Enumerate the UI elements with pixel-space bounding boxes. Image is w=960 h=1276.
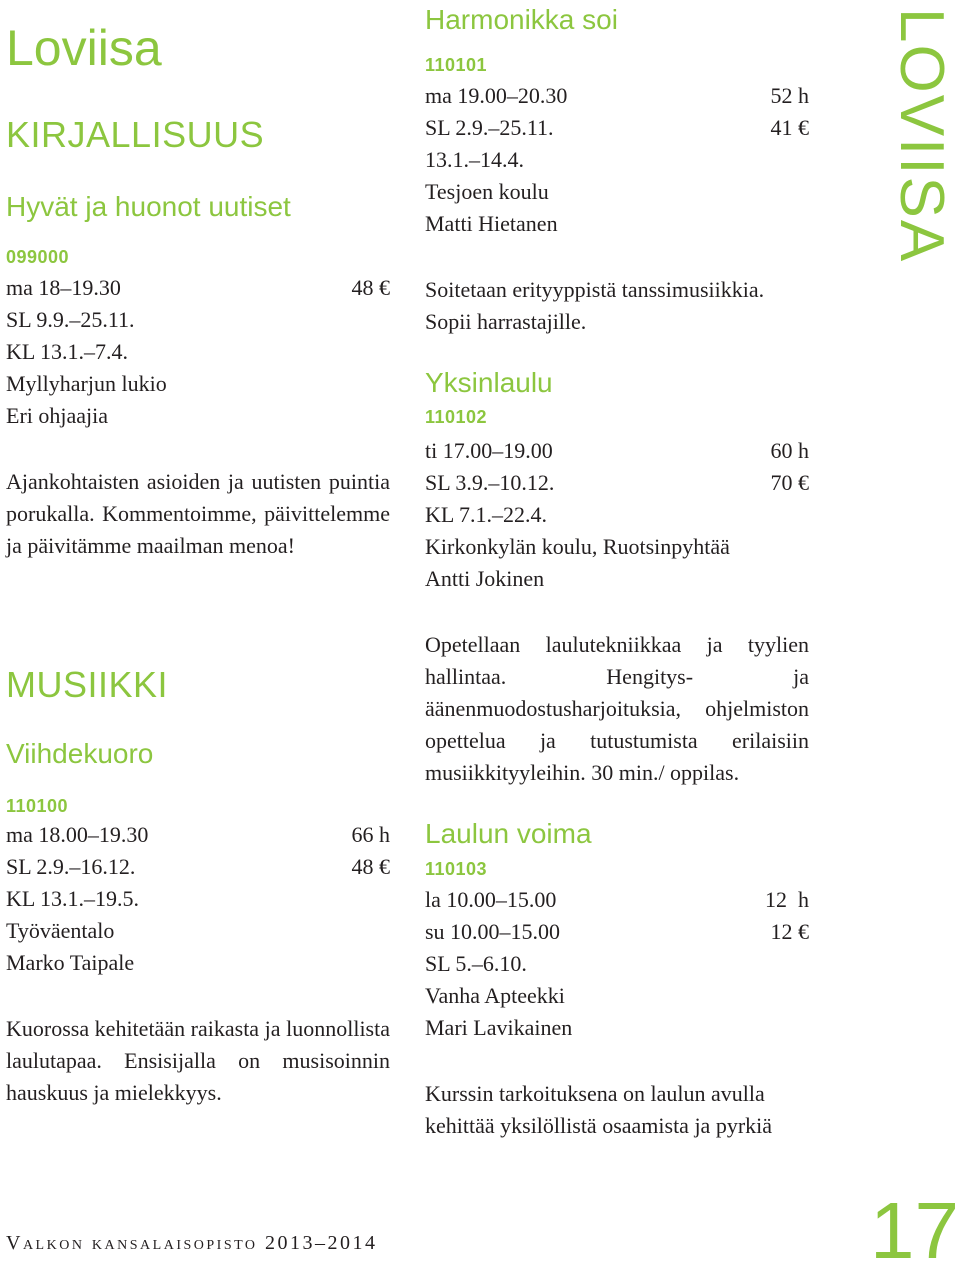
course-price: 70 €	[770, 470, 809, 495]
course-place: Työväentalo	[6, 918, 115, 943]
course-title: Yksinlaulu	[425, 367, 553, 398]
course-autumn: SL 2.9.–25.11.	[425, 115, 554, 140]
course-autumn: SL 3.9.–10.12.	[425, 470, 555, 495]
course-autumn: SL 9.9.–25.11.	[6, 307, 135, 332]
page-title: Loviisa	[6, 20, 162, 76]
section-heading-music: MUSIIKKI	[6, 664, 169, 705]
side-title-text: LOVIISA	[887, 8, 956, 264]
course-autumn: SL 5.–6.10.	[425, 951, 527, 976]
course-time-row-2	[425, 916, 809, 948]
course-spring: KL 13.1.–7.4.	[6, 339, 129, 364]
course-teacher: Mari Lavikainen	[425, 1015, 573, 1040]
course-teacher: Matti Hietanen	[425, 211, 558, 236]
course-title: Harmonikka soi	[425, 4, 618, 35]
course-details	[425, 884, 809, 1044]
course-details	[425, 435, 809, 595]
course-code: 110103	[425, 859, 488, 879]
page-number: 17	[870, 1186, 959, 1275]
course-time: ma 18–19.30	[6, 275, 121, 300]
course-time-row	[425, 884, 809, 916]
course-price: 12 €	[770, 919, 809, 944]
course-spring: 13.1.–14.4.	[425, 147, 524, 172]
course-price: 48 €	[351, 854, 390, 879]
course-code: 099000	[6, 247, 70, 267]
course-autumn-row	[425, 467, 809, 499]
course-autumn-row	[6, 851, 390, 883]
course-time-2: su 10.00–15.00	[425, 919, 561, 944]
course-place: Kirkonkylän koulu, Ruotsinpyhtää	[425, 534, 730, 559]
course-price: 41 €	[770, 115, 809, 140]
course-time: la 10.00–15.00	[425, 887, 557, 912]
section-heading-literature: KIRJALLISUUS	[6, 114, 265, 155]
course-description: Opetellaan laulutekniikkaa ja tyylien hallintaa. Hengitys- ja äänenmuodostusharjoituksia, ohjelmiston opettelua ja tutustumista erilaisiin musiikkityyleihin. 30 min./ oppilas.	[425, 632, 809, 785]
course-time: ma 18.00–19.30	[6, 822, 149, 847]
course-details	[425, 80, 809, 240]
course-time-row	[6, 272, 390, 304]
course-code: 110100	[6, 796, 69, 816]
course-autumn-row	[425, 112, 809, 144]
course-hours: 66 h	[351, 822, 390, 847]
side-title	[887, 8, 958, 264]
course-details	[6, 272, 390, 432]
course-hours: 52 h	[770, 83, 809, 108]
course-spring: KL 13.1.–19.5.	[6, 886, 140, 911]
course-description: Soitetaan erityyppistä tanssimusiikkia. Sopii harrastajille.	[425, 277, 765, 334]
course-title: Hyvät ja huonot uutiset	[6, 191, 291, 222]
course-title: Viihdekuoro	[6, 738, 154, 769]
course-code: 110102	[425, 407, 488, 427]
course-description: Kuorossa kehitetään raikasta ja luonnollista laulutapaa. Ensisijalla on musisoinnin hauskuus ja mielekkyys.	[6, 1016, 390, 1105]
course-teacher: Antti Jokinen	[425, 566, 545, 591]
course-code: 110101	[425, 55, 488, 75]
course-hours: 60 h	[770, 438, 809, 463]
course-time-row	[6, 819, 390, 851]
course-hours: 12 h	[765, 887, 809, 912]
footer-text: Valkon kansalaisopisto 2013–2014	[6, 1232, 378, 1254]
course-teacher: Marko Taipale	[6, 950, 135, 975]
course-time-row	[425, 435, 809, 467]
course-description: Kurssin tarkoituksena on laulun avulla kehittää yksilöllistä osaamista ja pyrkiä	[425, 1081, 773, 1138]
course-time-row	[425, 80, 809, 112]
course-autumn: SL 2.9.–16.12.	[6, 854, 136, 879]
course-time: ti 17.00–19.00	[425, 438, 553, 463]
course-price: 48 €	[351, 275, 390, 300]
course-details	[6, 819, 390, 979]
course-spring: KL 7.1.–22.4.	[425, 502, 548, 527]
course-description: Ajankohtaisten asioiden ja uutisten puintia porukalla. Kommentoimme, päivittelemme ja päivitämme maailman menoa!	[6, 469, 390, 558]
course-place: Vanha Apteekki	[425, 983, 565, 1008]
course-time: ma 19.00–20.30	[425, 83, 568, 108]
course-teacher: Eri ohjaajia	[6, 403, 109, 428]
course-place: Tesjoen koulu	[425, 179, 549, 204]
course-title: Laulun voima	[425, 818, 592, 849]
course-place: Myllyharjun lukio	[6, 371, 167, 396]
